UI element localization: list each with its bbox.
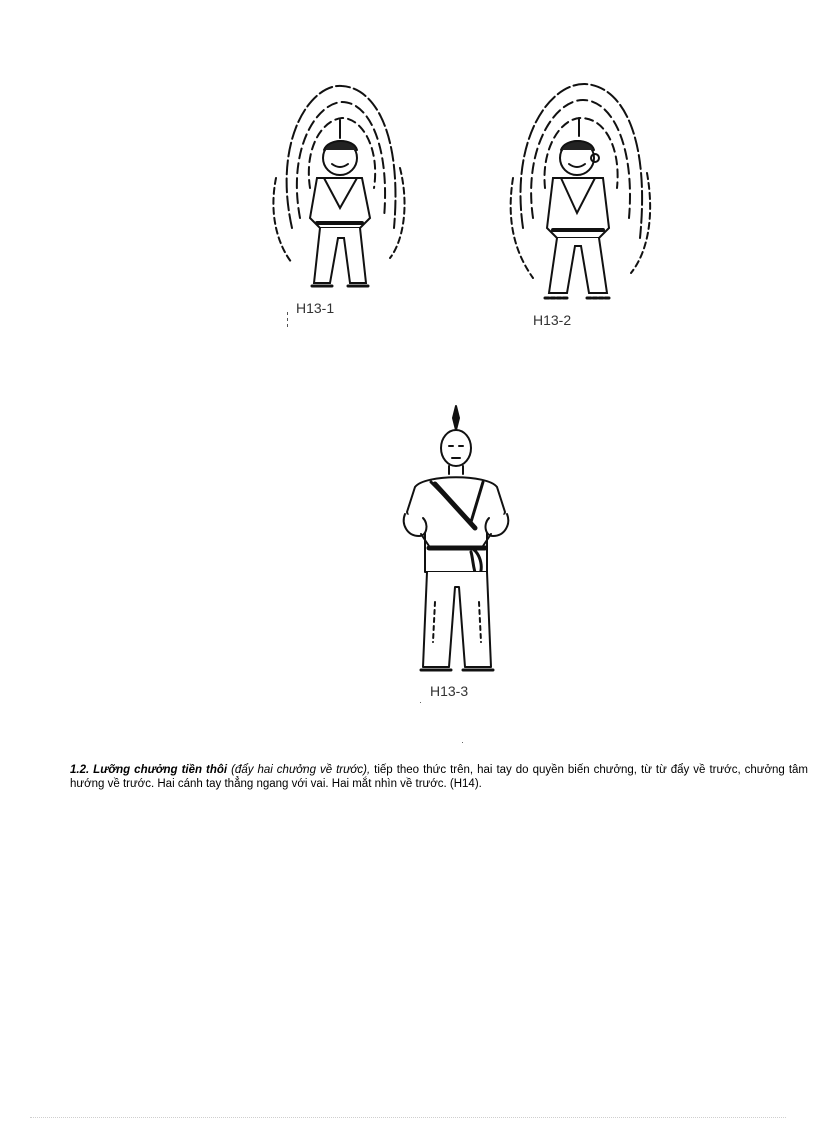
paragraph-body: tiếp theo thức trên, hai tay do quyền biến chưởng, từ từ đẩy về trước, chưởng tâm hướng về trước. Hai cánh tay thẳng ngang với vai. Hai mắt nhìn về trước. (H14).: [70, 764, 808, 790]
figure-h13-3-illustration: [395, 402, 520, 680]
page-speck: [462, 742, 463, 743]
figure-h13-1-illustration: [262, 78, 412, 298]
paragraph-heading: 1.2. Lưỡng chưởng tiền thôi: [70, 764, 228, 776]
page-bottom-rule: [30, 1117, 786, 1118]
page-speck: [420, 702, 421, 703]
figure-h13-2: [505, 78, 655, 308]
paragraph-gloss: (đẩy hai chưởng về trước),: [231, 764, 371, 776]
body-paragraph: [70, 763, 808, 791]
figure-h13-3: [395, 402, 520, 680]
figure-h13-2-illustration: [505, 78, 655, 308]
figure-h13-1-caption: H13-1: [296, 300, 335, 316]
figure-h13-1: [262, 78, 412, 298]
figure-h13-3-caption: H13-3: [430, 683, 469, 699]
page-mark: [287, 312, 288, 330]
figure-h13-2-caption: H13-2: [533, 312, 572, 328]
